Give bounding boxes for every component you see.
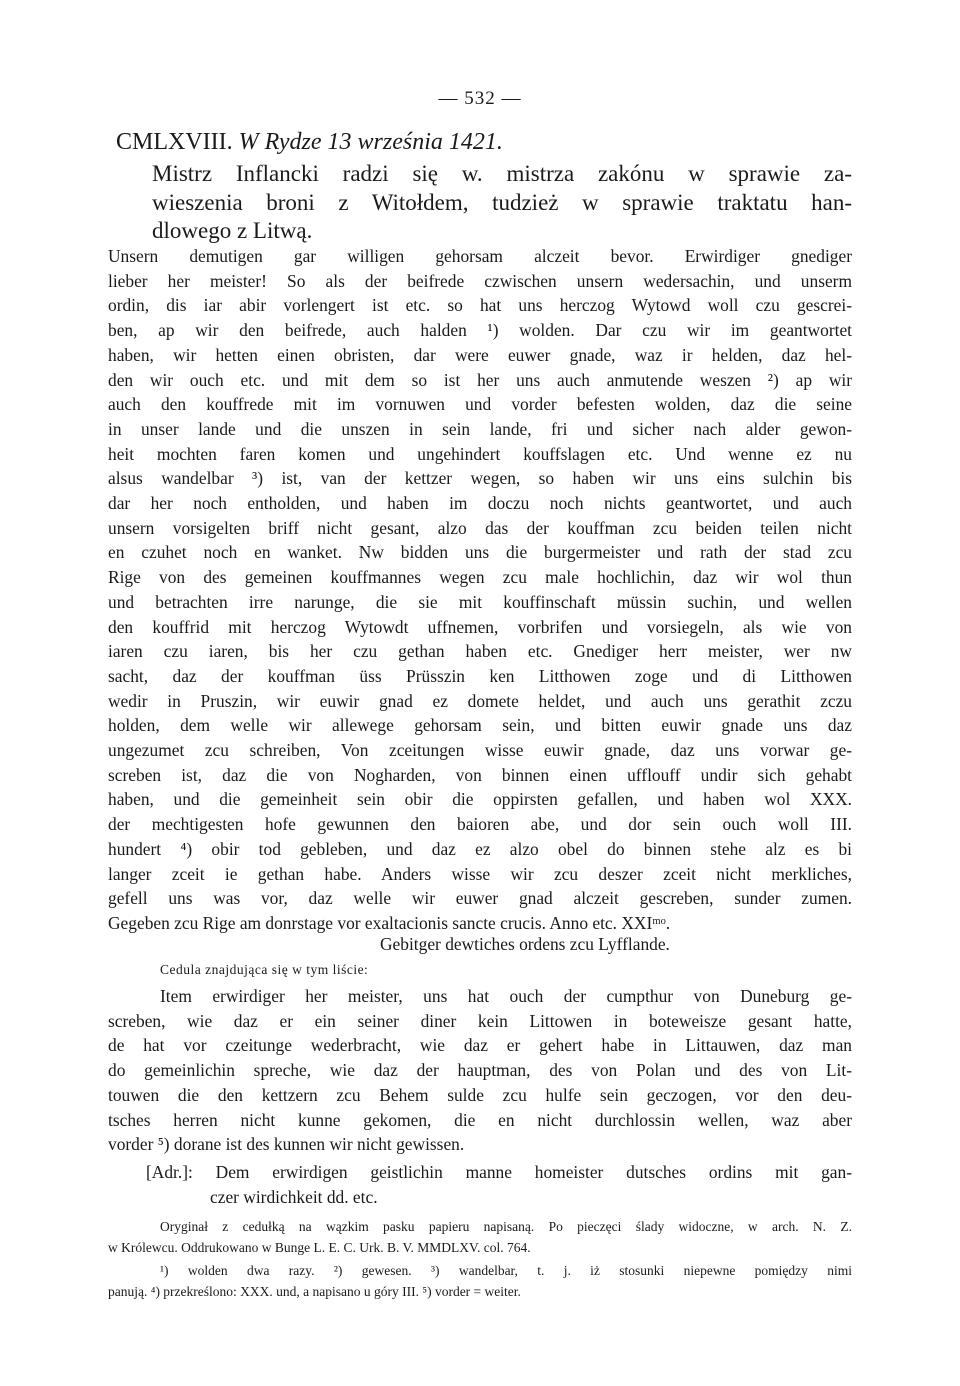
body-line: hundert ⁴) obir tod gebleben, und daz ez alzo obel do binnen stehe alz es bi <box>108 838 852 859</box>
address <box>146 1160 852 1209</box>
source-note <box>108 1216 852 1258</box>
body-line: haben, wir hetten einen obristen, dar were euwer gnade, waz ir helden, daz hel- <box>108 344 852 365</box>
letter-body <box>108 244 852 936</box>
place-date: W Rydze 13 września 1421. <box>238 129 503 155</box>
body-line: dar her noch entholden, und haben im doczu noch nichts geantwortet, und auch <box>108 493 852 514</box>
cedula-line: screben, wie daz er ein seiner diner kein Littowen in boteweisze gesant hatte, <box>108 1010 852 1031</box>
source-line: Oryginał z cedułką na wązkim pasku papieru napisaną. Po pieczęci ślady widoczne, w arch. N. Z. <box>160 1219 852 1234</box>
body-line: unsern vorsigelten briff nicht gesant, alzo das der kouffman zcu beiden teilen nicht <box>108 517 852 538</box>
footnote-line: panują. ⁴) przekreślono: XXX. und, a napisano u góry III. ⁵) vorder = weiter. <box>108 1284 521 1299</box>
body-line: Unsern demutigen gar willigen gehorsam alczeit bevor. Erwirdiger gnediger <box>108 246 852 266</box>
signature: Gebitger dewtiches ordens zcu Lyfflande. <box>380 934 670 954</box>
body-line: ordin, dis iar abir vorlengert ist etc. so hat uns herczog Wytowd woll czu gescrei- <box>108 295 852 316</box>
cedula-line: vorder ⁵) dorane ist des kunnen wir nicht gewissen. <box>108 1134 465 1155</box>
cedula-line: de hat vor czeitunge wederbracht, wie daz er gehert habe in Littauwen, daz man <box>108 1035 852 1056</box>
body-line: haben, und die gemeinheit sein obir die oppirsten gefallen, und haben wol XXX. <box>108 789 852 810</box>
body-line: der mechtigesten hofe gewunnen den baioren abe, und dor sein ouch woll III. <box>108 814 852 835</box>
body-line: Gegeben zcu Rige am donrstage vor exaltacionis sancte crucis. Anno etc. XXIᵐᵒ. <box>108 912 671 933</box>
body-line: ungezumet zcu schreiben, Von zceitungen wisse euwir gnade, daz uns vorwar ge- <box>108 740 852 761</box>
footnote-line: ¹) wolden dwa razy. ²) gewesen. ³) wandelbar, t. j. iż stosunki niepewne pomiędzy nimi <box>160 1263 852 1278</box>
body-line: sacht, daz der kouffman üss Prüsszin ken Litthowen zoge und di Litthowen <box>108 665 852 686</box>
body-line: in unser lande und die unszen in sein lande, fri und sicher nach alder gewon- <box>108 418 852 439</box>
body-line: Rige von des gemeinen kouffmannes wegen zcu male hochlichin, daz wir wol thun <box>108 567 852 588</box>
body-line: und betrachten irre narunge, die sie mit kouffinschaft müssin suchin, und wellen <box>108 591 852 612</box>
document-heading <box>116 128 852 156</box>
body-line: auch den kouffrede mit im vornuwen und vorder befesten wolden, daz die seine <box>108 394 852 415</box>
address-line: czer wirdichkeit dd. etc. <box>210 1186 378 1207</box>
cedula-title: Cedula znajdująca się w tym liście: <box>160 962 369 977</box>
address-line: [Adr.]: Dem erwirdigen geistlichin manne homeister dutsches ordins mit gan- <box>146 1162 852 1182</box>
regest-summary <box>152 160 852 246</box>
regest-line: dlowego z Litwą. <box>152 218 313 243</box>
body-line: ben, ap wir den beifrede, auch halden ¹) wolden. Dar czu wir im geantwortet <box>108 320 852 341</box>
body-line: langer zceit ie gethan habe. Anders wisse wir zcu deszer zceit nicht merkliches, <box>108 863 852 884</box>
body-line: den wir ouch etc. und mit dem so ist her uns auch anmutende weszen ²) ap wir <box>108 369 852 390</box>
cedula-line: do gemeinlichin spreche, wie daz der hauptman, des von Polan und des von Lit- <box>108 1060 852 1081</box>
footnotes <box>108 1260 852 1302</box>
body-line: den kouffrid mit herczog Wytowdt uffnemen, vorbrifen und vorsiegeln, als wie von <box>108 616 852 637</box>
body-line: iaren czu iaren, bis her czu gethan haben etc. Gnediger herr meister, wer nw <box>108 641 852 662</box>
body-line: holden, dem welle wir allewege gehorsam sein, und bitten euwir gnade uns daz <box>108 715 852 736</box>
body-line: lieber her meister! So als der beifrede czwischen unsern wedersachin, und unserm <box>108 270 852 291</box>
body-line: en czuhet noch en wanket. Nw bidden uns die burgermeister und rath der stad zcu <box>108 542 852 563</box>
cedula-line: tsches herren nicht kunne gekomen, die en nicht durchlossin wellen, waz aber <box>108 1109 852 1130</box>
body-line: gefell uns was vor, daz welle wir euwer gnad alczeit gescreben, sunder zumen. <box>108 888 852 909</box>
regest-line: Mistrz Inflancki radzi się w. mistrza zakónu w sprawie za- <box>152 161 852 186</box>
body-line: screben ist, daz die von Nogharden, von binnen einen ufflouff undir sich gehabt <box>108 764 852 785</box>
document-number: CMLXVIII. <box>116 129 233 155</box>
source-line: w Królewcu. Oddrukowano w Bunge L. E. C. Urk. B. V. MMDLXV. col. 764. <box>108 1240 531 1255</box>
body-line: wedir in Pruszin, wir euwir gnad ez domete heldet, und auch uns gerathit zczu <box>108 690 852 711</box>
regest-line: wieszenia broni z Witołdem, tudzież w sprawie traktatu han- <box>152 189 852 215</box>
body-line: heit mochten faren komen und ungehindert kouffslagen etc. Und wenne ez nu <box>108 443 852 464</box>
cedula-line: touwen die den kettzern zcu Behem sulde zcu hulfe sein geczogen, vor den deu- <box>108 1084 852 1105</box>
page-number: — 532 — <box>438 88 522 109</box>
cedula-text <box>108 984 852 1157</box>
body-line: alsus wandelbar ³) ist, van der kettzer wegen, so haben wir uns eins sulchin bis <box>108 468 852 489</box>
cedula-line: Item erwirdiger her meister, uns hat ouch der cumpthur von Duneburg ge- <box>160 986 852 1006</box>
